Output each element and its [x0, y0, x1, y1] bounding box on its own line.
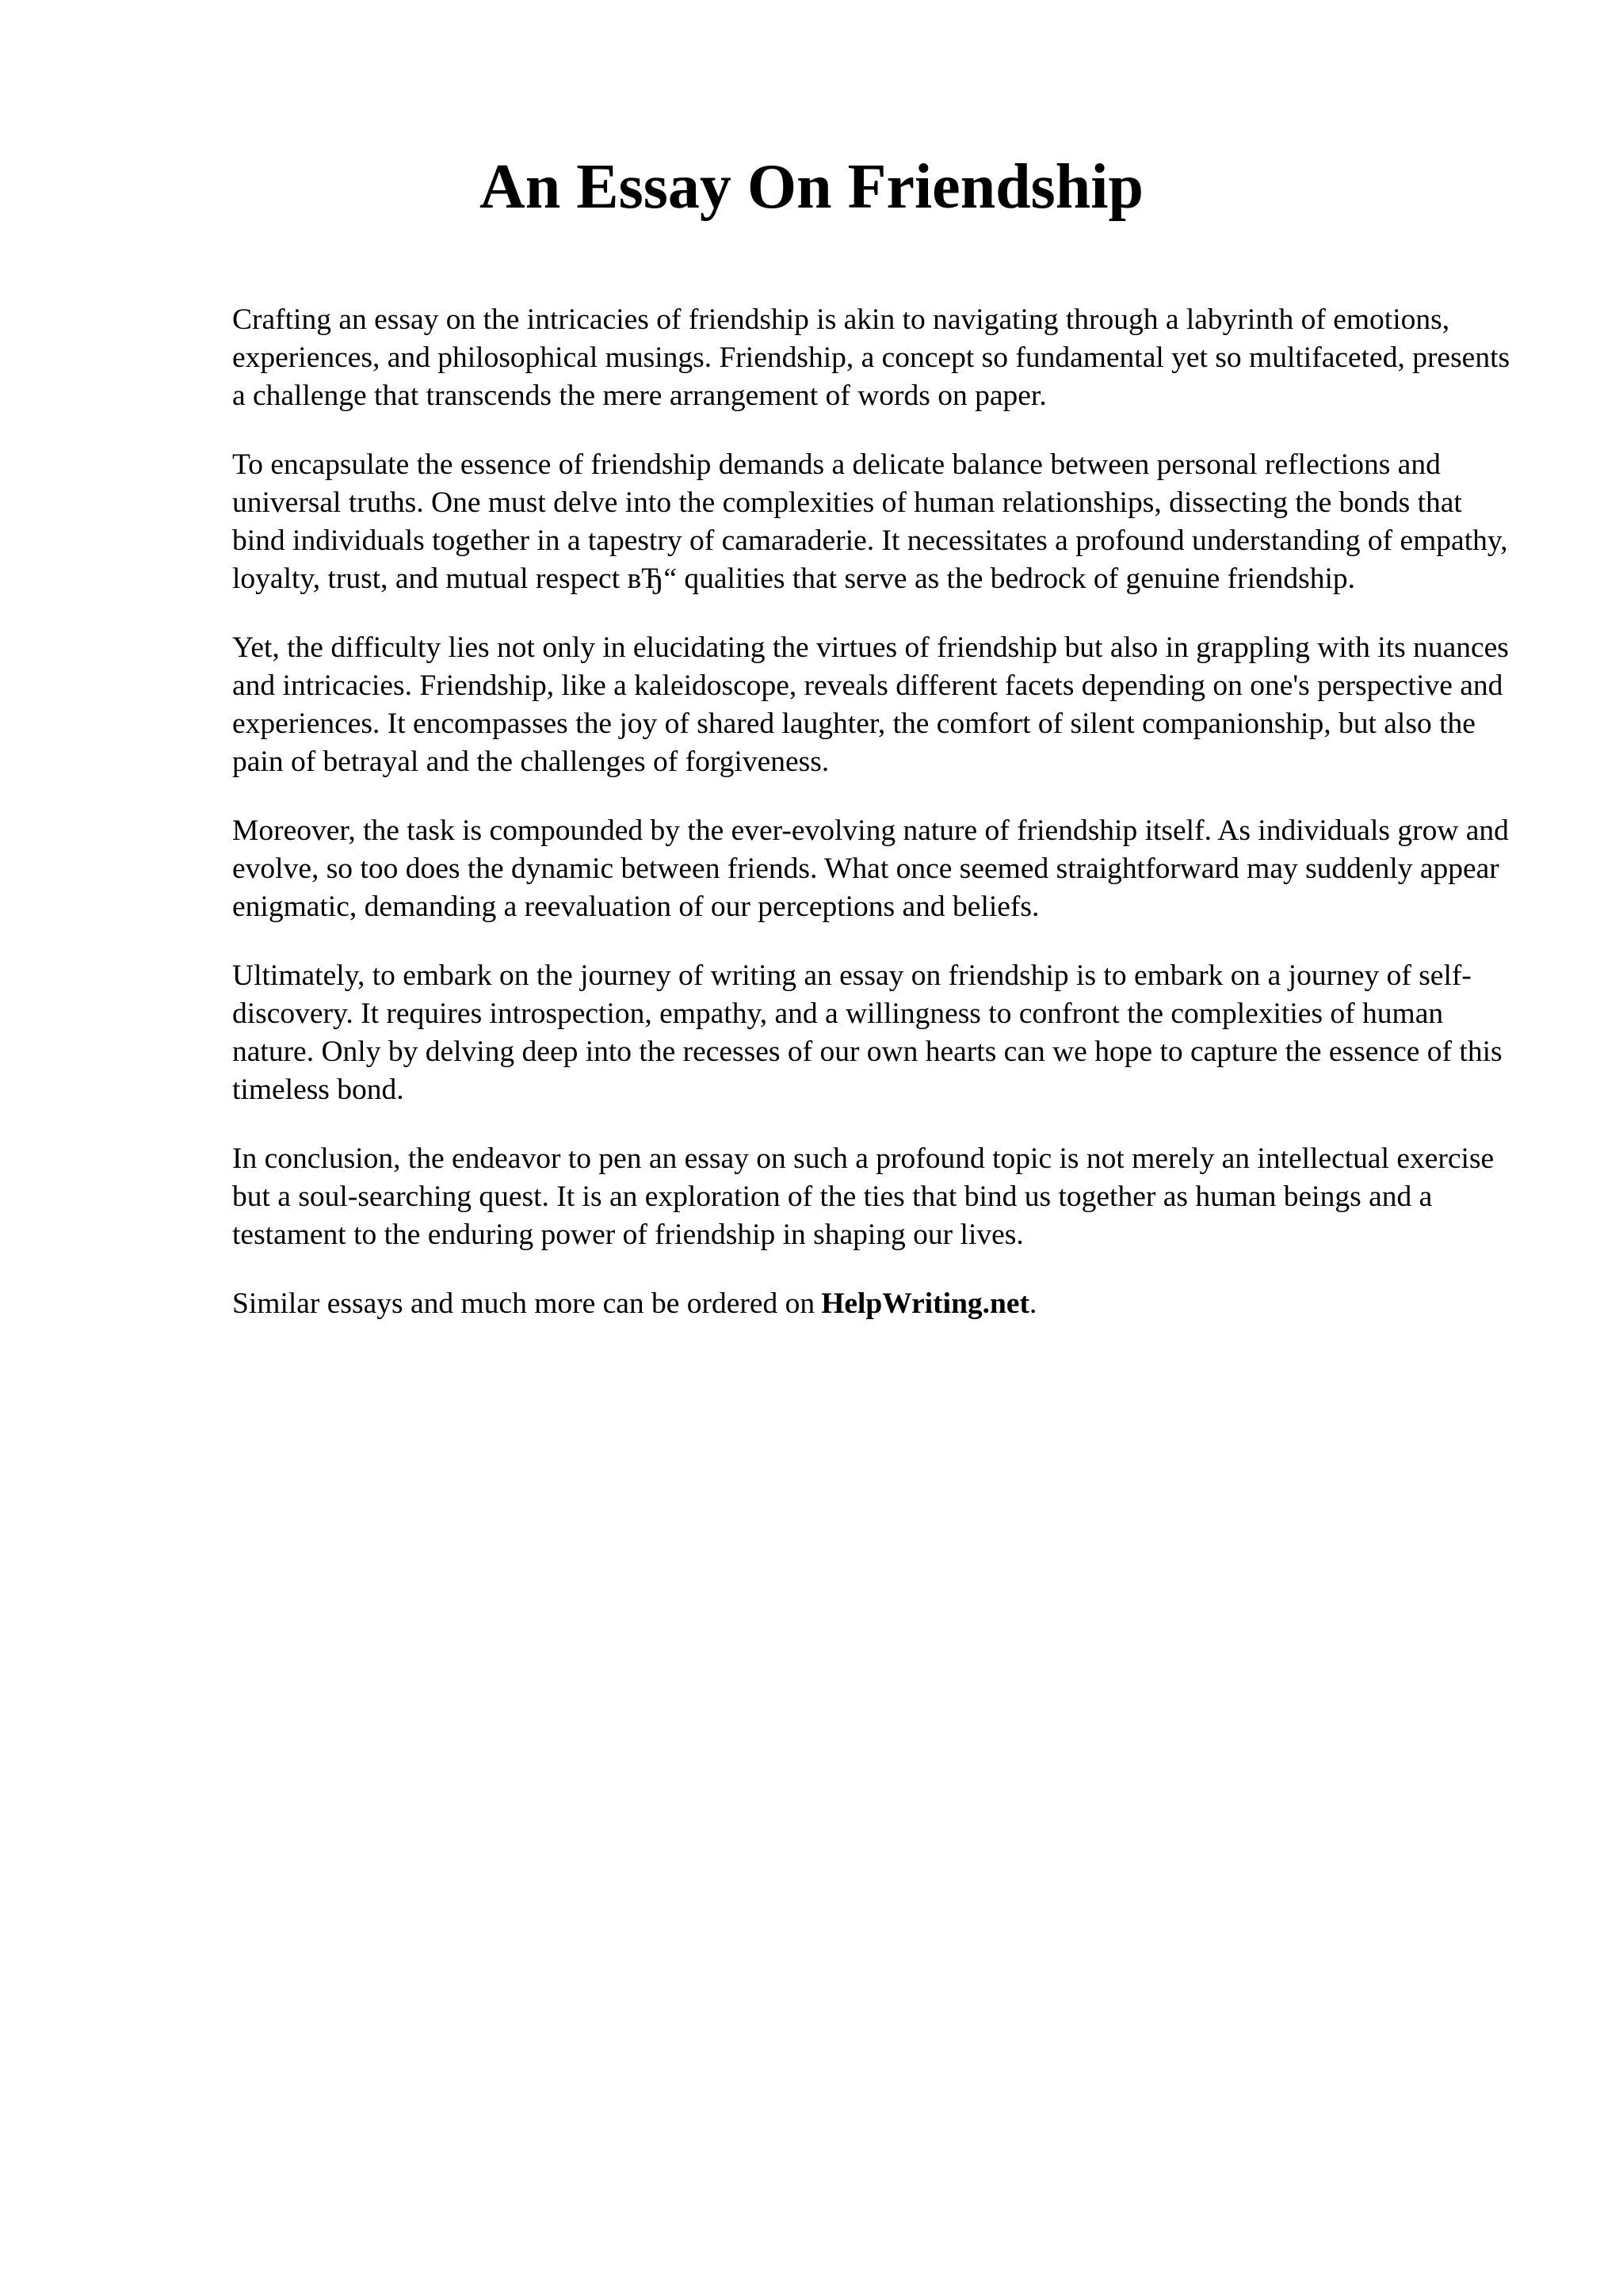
paragraph-4: Moreover, the task is compounded by the ever-evolving nature of friendship itself. As individuals grow and evolve, so too does the dynamic between friends. What once seemed straightforward may suddenly appear enigmatic, demanding a reevaluation of our perceptions and beliefs.: [232, 814, 1509, 923]
document-title: An Essay On Friendship: [479, 152, 1144, 222]
brand-link[interactable]: HelpWriting.net: [821, 1287, 1030, 1320]
document-body: [232, 301, 1516, 1323]
paragraph-2: To encapsulate the essence of friendship demands a delicate balance between personal reflections and universal truths. One must delve into the complexities of human relationships, dissecting the bonds that bind individuals together in a tapestry of camaraderie. It necessitates a profound understanding of empathy, loyalty, trust, and mutual respect вЂ“ qualities that serve as the bedrock of genuine friendship.: [232, 448, 1508, 595]
paragraph-5: Ultimately, to embark on the journey of writing an essay on friendship is to embark on a journey of self-discovery. It requires introspection, empathy, and a willingness to confront the complexities of human nature. Only by delving deep into the recesses of our own hearts can we hope to capture the essence of this timeless bond.: [232, 959, 1503, 1106]
closing-period: .: [1029, 1287, 1037, 1320]
closing-line: [232, 1285, 1516, 1323]
paragraph-6: In conclusion, the endeavor to pen an essay on such a profound topic is not merely an intellectual exercise but a soul-searching quest. It is an exploration of the ties that bind us together as human beings and a testament to the enduring power of friendship in shaping our lives.: [232, 1142, 1495, 1251]
paragraph-3: Yet, the difficulty lies not only in elucidating the virtues of friendship but also in grappling with its nuances and intricacies. Friendship, like a kaleidoscope, reveals different facets depending on one's perspective and experiences. It encompasses the joy of shared laughter, the comfort of silent companionship, but also the pain of betrayal and the challenges of forgiveness.: [232, 631, 1509, 778]
closing-text: Similar essays and much more can be ordered on: [232, 1287, 815, 1320]
paragraph-1: Crafting an essay on the intricacies of friendship is akin to navigating through a labyrinth of emotions, experiences, and philosophical musings. Friendship, a concept so fundamental yet so multifaceted, presents a challenge that transcends the mere arrangement of words on paper.: [232, 303, 1510, 412]
